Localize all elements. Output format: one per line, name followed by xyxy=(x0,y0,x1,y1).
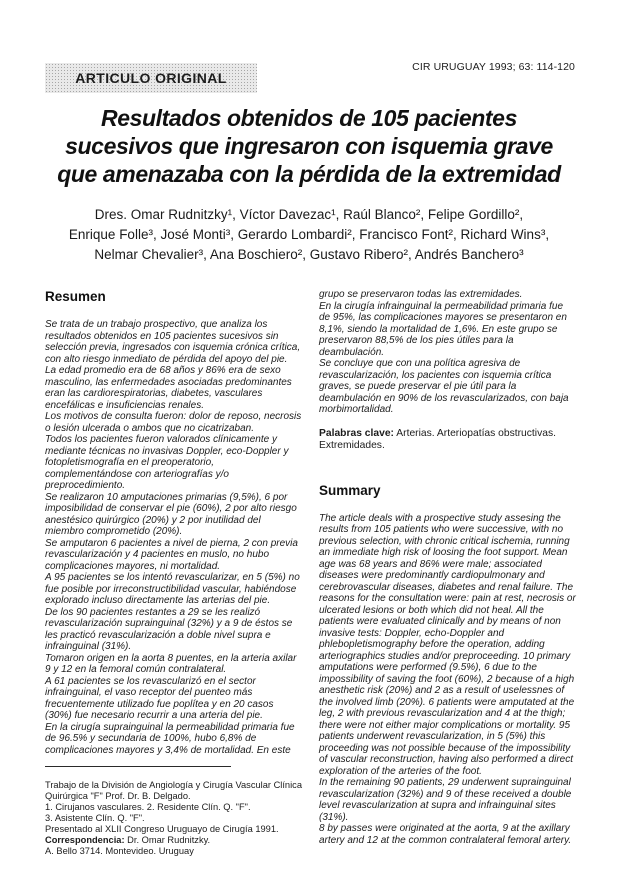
correspondence-label: Correspondencia: xyxy=(45,835,125,845)
resumen-paragraph: A 95 pacientes se los intentó revascularizar, en 5 (5%) no fue posible por irreconstructibilidad vascular, habiéndose explorado incluso directamente las arterias del pie. xyxy=(45,572,300,606)
footnote-block xyxy=(45,766,302,857)
resumen-paragraph: En la cirugía suprainguinal la permeabilidad primaria fue de 96.5% y secundaria de 100%, hubo 6,8% de complicaciones mayores y 3,4% de mortalidad. En este xyxy=(45,721,295,756)
keywords-label: Palabras clave: xyxy=(319,427,394,439)
footnote-credit: 3. Asistente Clín. Q. "F". xyxy=(45,813,145,823)
authors-line: Dres. Omar Rudnitzky¹, Víctor Davezac¹, Raúl Blanco², Felipe Gordillo², xyxy=(94,207,524,222)
right-column xyxy=(319,289,576,857)
resumen-paragraph: Se realizaron 10 amputaciones primarias (9,5%), 6 por imposibilidad de conservar el pie (60%), 2 por alto riesgo anestésico quirúrgico (20%) y 2 por inutilidad del miembro comprometido (20%). xyxy=(45,491,297,537)
summary-paragraph: The article deals with a prospective study assesing the results from 105 patients who were successive, with no previous selection, with chronic critical ischemia, running an immediate high risk of loosing the foot support. Mean age was 68 years and 86% were male; associated diseases were predominantly cardiopulmonary and cerebrovascular diseases, diabetes and renal failure. The reasons for the consultation were: pain at rest, necrosis or ulcerated lesions or both which did not heal. All the patients were evaluated clinically and by means of non invasive tests: Doppler, echo-Doppler and phlebopletismography before the operation, adding arteriographics studies and/or preproceeding. 10 primary amputations were performed (9.5%), 6 due to the impossibility of saving the foot (60%), 2 because of a high anesthetic risk (20%) and 2 as a result of uselessnes of the involved limb (20%). 6 patients were amputated at the leg, 2 with previous revascularization and 4 at the thigh; there were not either major complications or mortality. 95 patients underwent revascularization, in 5 (5%) this proceeding was not possible because of the impossibility of vascular reconstruction, having also performed a direct exploration of the arteries of the foot. xyxy=(319,512,576,777)
resumen-heading: Resumen xyxy=(45,289,106,304)
resumen-paragraph: A 61 pacientes se los revascularizó en el sector infrainguinal, el vaso receptor del puenteo más frecuentemente utilizado fue poplítea y en 20 casos (30%) fue necesario recurrir a una arteria del pie. xyxy=(45,675,274,721)
summary-heading: Summary xyxy=(319,482,381,498)
article-title-line: que amenazaba con la pérdida de la extremidad xyxy=(57,161,561,187)
journal-citation: CIR URUGUAY 1993; 63: 114-120 xyxy=(412,61,575,73)
keywords-line xyxy=(319,428,576,453)
resumen-paragraph: La edad promedio era de 68 años y 86% era de sexo masculino, las enfermedades asociadas predominantes eran las cardiorespiratorias, diabetes, vasculares encefálicas e insuficiencias renales. xyxy=(45,365,292,411)
authors-line: Nelmar Chevalier³, Ana Boschiero², Gustavo Ribero², Andrés Banchero³ xyxy=(94,247,524,262)
resumen-paragraph: En la cirugía infrainguinal la permeabilidad primaria fue de 95%, las complicaciones mayores se presentaron en 8,1%, siendo la mortalidad de 1,6%. En este grupo se preservaron 88,5% de los pies útiles para la deambulación. xyxy=(319,300,567,358)
article-section-label: ARTICULO ORIGINAL xyxy=(75,70,227,86)
footnote-correspondence xyxy=(45,835,302,846)
resumen-paragraph: Se amputaron 6 pacientes a nivel de pierna, 2 con previa revascularización y 4 pacientes en muslo, no hubo complicaciones mayores, ni mortalidad. xyxy=(45,537,298,572)
resumen-paragraph: De los 90 pacientes restantes a 29 se les realizó revascularización suprainguinal (32%) y a 9 de éstos se les practicó revascularización a doble nivel supra e infrainguinal (31%). xyxy=(45,606,293,652)
resumen-paragraph: Se trata de un trabajo prospectivo, que analiza los resultados obtenidos en 105 pacientes sucesivos sin selección previa, ingresados con isquemia crónica crítica, con alto riesgo inmediato de pérdida del apoyo del pie. xyxy=(45,319,301,365)
resumen-paragraph: Tomaron origen en la aorta 8 puentes, en la arteria axilar 9 y 12 en la femoral común contralateral. xyxy=(45,652,297,675)
article-section-badge xyxy=(45,63,257,93)
summary-body xyxy=(319,513,576,847)
article-title xyxy=(20,104,598,188)
resumen-continuation xyxy=(319,289,576,416)
left-column xyxy=(45,289,302,857)
two-column-body xyxy=(45,289,576,857)
footnote-divider xyxy=(45,766,231,767)
correspondence-text: Dr. Omar Rudnitzky. xyxy=(124,835,211,845)
summary-paragraph: In the remaining 90 patients, 29 underwent suprainguinal revascularization (32%) and 9 of these received a double level revascularization at supra and infrainguinal sites (31%). xyxy=(319,777,572,823)
footnote-affiliation: Trabajo de la División de Angiología y Cirugía Vascular Clínica Quirúrgica "F" Prof. Dr. B. Delgado. xyxy=(45,780,302,801)
resumen-paragraph: Los motivos de consulta fueron: dolor de reposo, necrosis o lesión ulcerada o ambos que no cicatrizaban. xyxy=(45,411,302,434)
article-title-line: sucesivos que ingresaron con isquemia grave xyxy=(65,133,553,159)
resumen-paragraph: grupo se preservaron todas las extremidades. xyxy=(319,289,523,300)
footnote-address: A. Bello 3714. Montevideo. Uruguay xyxy=(45,846,194,856)
footnote-presented: Presentado al XLII Congreso Uruguayo de Cirugía 1991. xyxy=(45,824,279,834)
resumen-paragraph: Se concluye que con una política agresiva de revascularización, los pacientes con isquemia crítica graves, se puede preservar el pie útil para la deambulación en 90% de los revascularizados, con baja morbimortalidad. xyxy=(319,358,569,415)
resumen-paragraph: Todos los pacientes fueron valorados clínicamente y mediante técnicas no invasivas Doppler, eco-Doppler y fotopletismografía en el preoperatorio, complementándose con arteriografías y/o preprocedimiento. xyxy=(45,434,289,491)
summary-paragraph: 8 by passes were originated at the aorta, 9 at the axillary artery and 12 at the common contralateral femoral artery. xyxy=(319,823,572,846)
authors-line: Enrique Folle³, José Monti³, Gerardo Lombardi², Francisco Font², Richard Wins³, xyxy=(68,227,550,242)
resumen-body xyxy=(45,319,302,756)
footnote-credit: 1. Cirujanos vasculares. 2. Residente Clín. Q. "F". xyxy=(45,802,251,812)
keywords-text: Arterias. Arteriopatías obstructivas. Extremidades. xyxy=(319,427,556,451)
article-title-line: Resultados obtenidos de 105 pacientes xyxy=(101,105,517,131)
authors-list xyxy=(20,205,598,265)
